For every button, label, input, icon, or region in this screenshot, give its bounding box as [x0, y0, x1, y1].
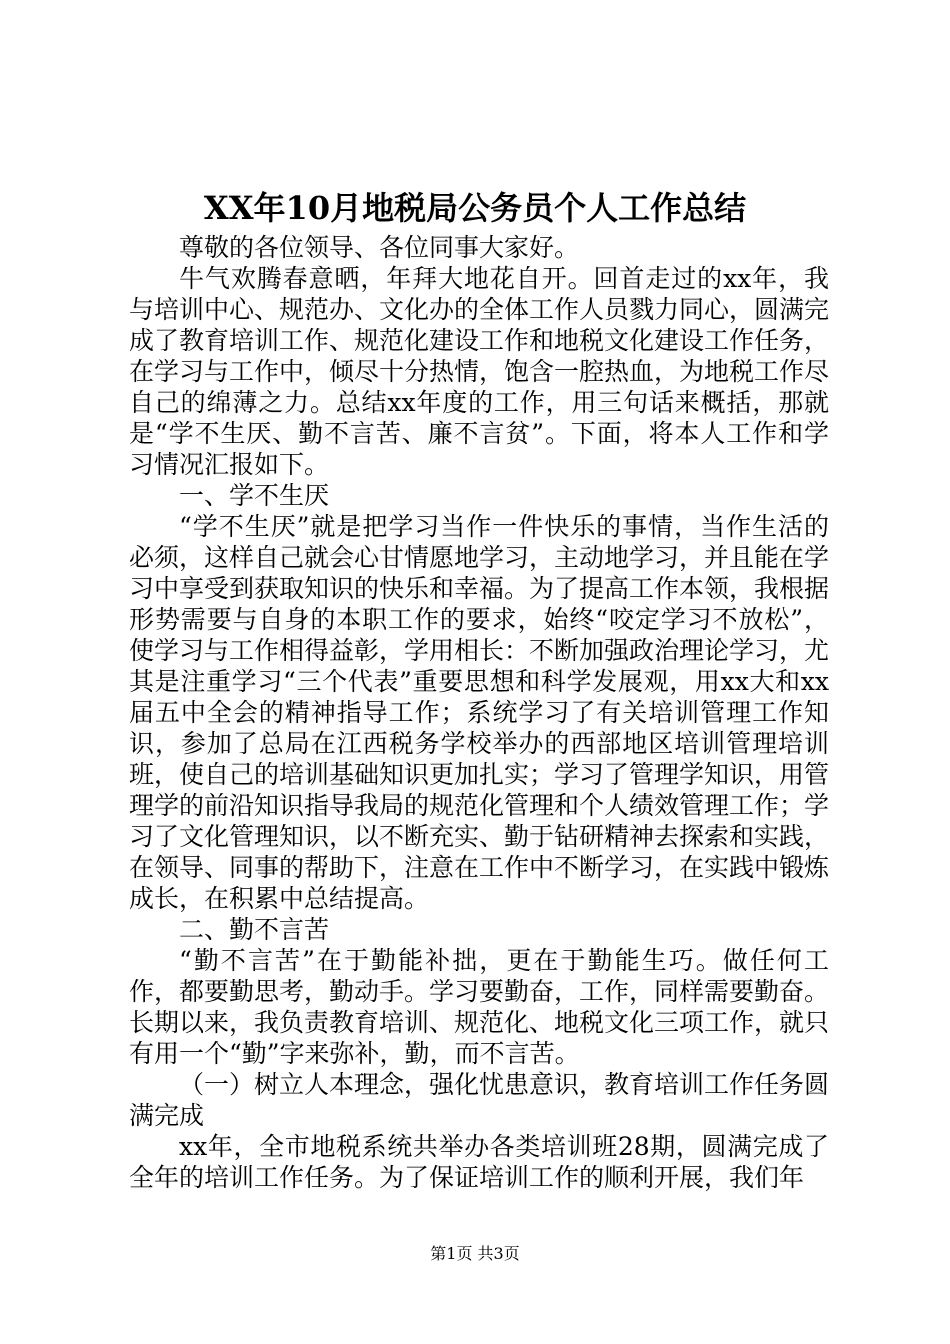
paragraph-intro: 牛气欢腾春意晒，年拜大地花自开。回首走过的xx年，我与培训中心、规范办、文化办的全体工作人员戮力同心，圆满完成了教育培训工作、规范化建设工作和地税文化建设工作任务，在学习与工作中，倾尽十分热情，饱含一腔热血，为地税工作尽自己的绵薄之力。总结xx年度的工作，用三句话来概括，那就是“学不生厌、勤不言苦、廉不言贫”。下面，将本人工作和学习情况汇报如下。 [129, 264, 830, 479]
document-body [129, 232, 829, 1193]
paragraph-section-1: “学不生厌”就是把学习当作一件快乐的事情，当作生活的必须，这样自己就会心甘情愿地学习，主动地学习，并且能在学习中享受到获取知识的快乐和幸福。为了提高工作本领，我根据形势需要与自身的本职工作的要求，始终“咬定学习不放松”，使学习与工作相得益彰，学用相长：不断加强政治理论学习，尤其是注重学习“三个代表”重要思想和科学发展观，用xx大和xx届五中全会的精神指导工作；系统学习了有关培训管理工作知识，参加了总局在江西税务学校举办的西部地区培训管理培训班，使自己的培训基础知识更加扎实；学习了管理学知识，用管理学的前沿知识指导我局的规范化管理和个人绩效管理工作；学习了文化管理知识，以不断充实、勤于钻研精神去探索和实践，在领导、同事的帮助下，注意在工作中不断学习，在实践中锻炼成长，在积累中总结提高。 [129, 512, 830, 913]
page-number-footer: 第1页 共3页 [430, 1244, 520, 1263]
subsection-heading-1: （一）树立人本理念，强化忧患意识，教育培训工作任务圆满完成 [129, 1070, 830, 1130]
paragraph-subsection-1: xx年，全市地税系统共举办各类培训班28期，圆满完成了全年的培训工作任务。为了保证培训工作的顺利开展，我们年 [129, 1132, 829, 1192]
paragraph-section-2: “勤不言苦”在于勤能补拙，更在于勤能生巧。做任何工作，都要勤思考，勤动手。学习要勤奋，工作，同样需要勤奋。长期以来，我负责教育培训、规范化、地税文化三项工作，就只有用一个“勤”字来弥补，勤，而不言苦。 [129, 946, 830, 1068]
section-heading-1: 一、学不生厌 [179, 481, 330, 510]
document-title: XX年10月地税局公务员个人工作总结 [203, 189, 747, 227]
section-heading-2: 二、勤不言苦 [179, 915, 330, 944]
paragraph-greeting: 尊敬的各位领导、各位同事大家好。 [179, 233, 580, 262]
